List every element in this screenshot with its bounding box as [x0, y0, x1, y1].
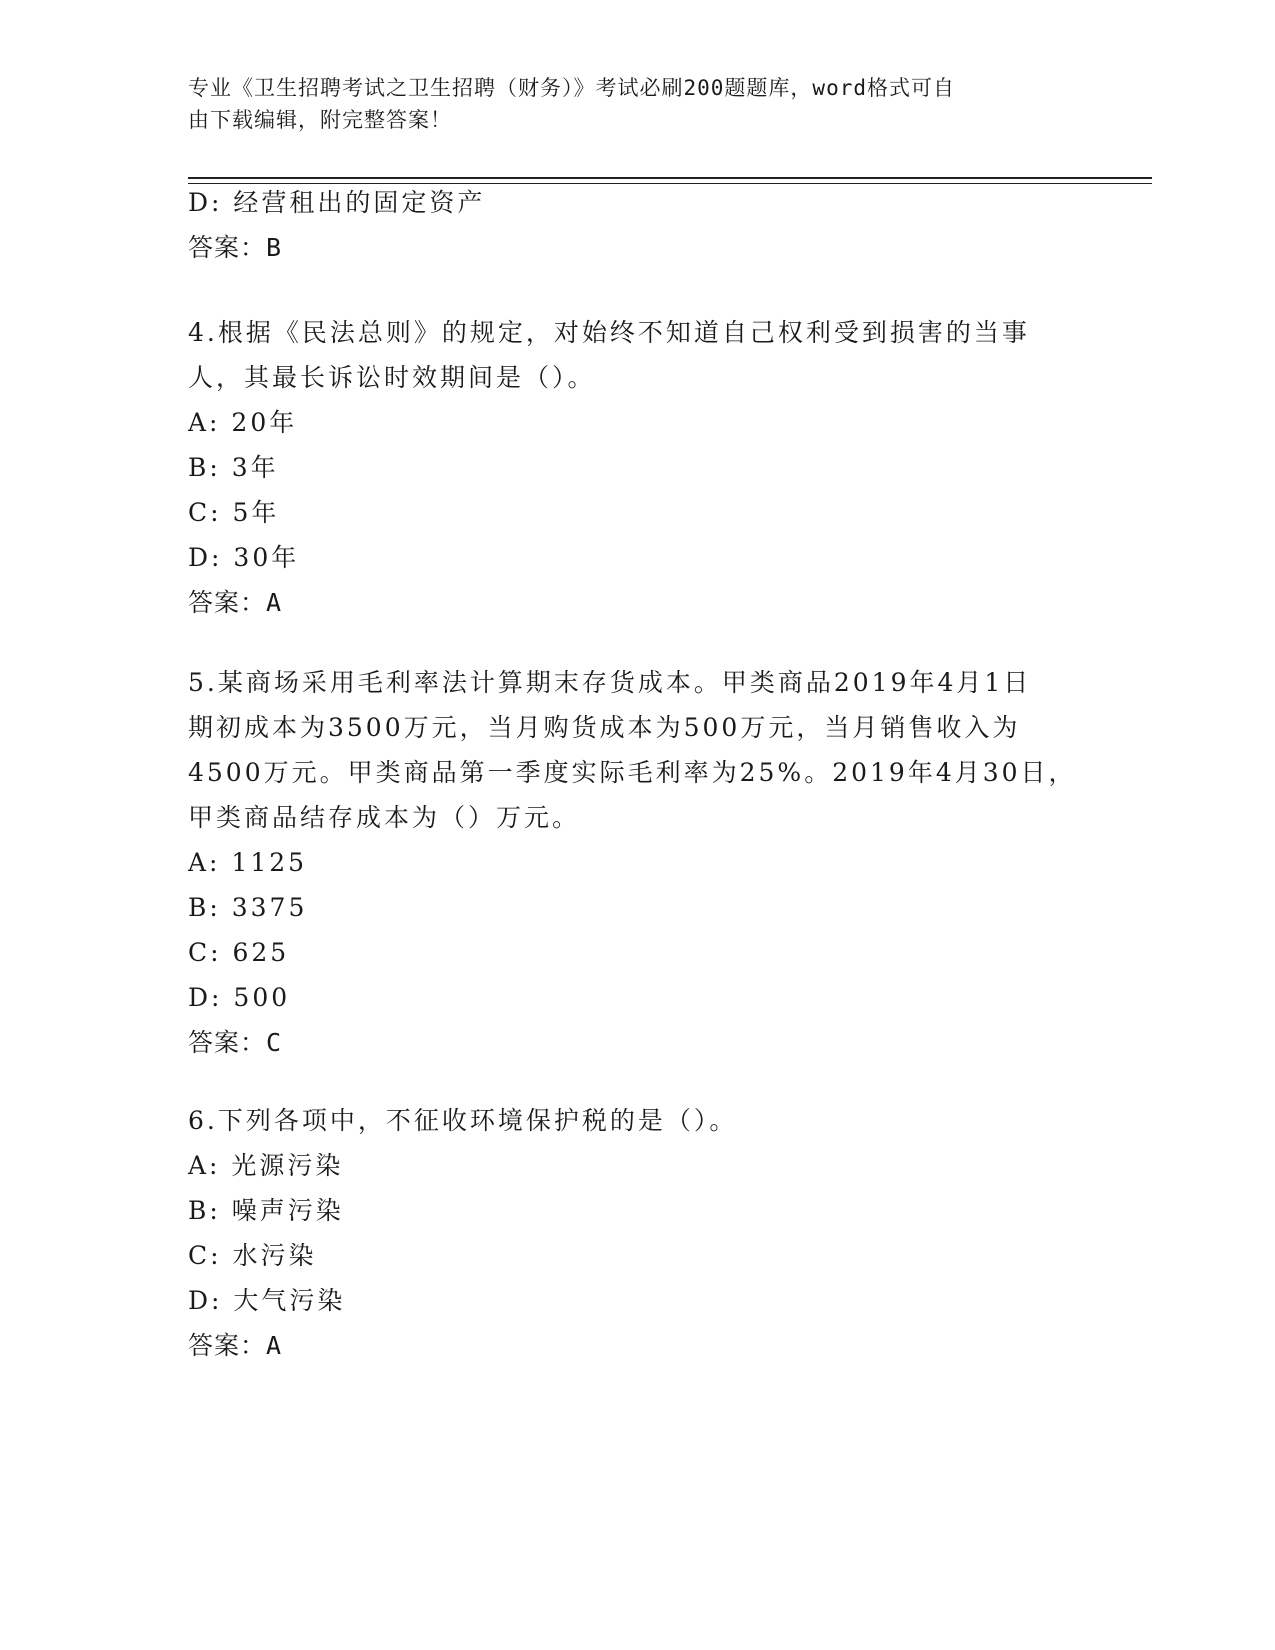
question-4: [188, 310, 1088, 625]
option-b: B: 噪声污染: [188, 1196, 344, 1225]
question-stem-line: 6.下列各项中，不征收环境保护税的是（）。: [188, 1106, 738, 1135]
question-6: [188, 1098, 1088, 1368]
prev-question: [188, 180, 1088, 270]
option-c: C: 水污染: [188, 1241, 317, 1270]
answer-line: 答案：A: [188, 1331, 283, 1360]
header-line-2: 由下载编辑，附完整答案！: [188, 108, 452, 132]
question-stem-line: 人，其最长诉讼时效期间是（）。: [188, 363, 596, 392]
question-stem-line: 期初成本为3500万元，当月购货成本为500万元，当月销售收入为: [188, 713, 1021, 742]
answer-line: 答案：B: [188, 233, 283, 262]
question-stem-line: 甲类商品结存成本为（）万元。: [188, 803, 581, 832]
question-5: [188, 660, 1088, 1065]
option-d: D: 30年: [188, 543, 300, 572]
option-a: A: 1125: [188, 848, 308, 877]
option-d: D: 500: [188, 983, 291, 1012]
question-stem-line: 4.根据《民法总则》的规定，对始终不知道自己权利受到损害的当事: [188, 318, 1030, 347]
option-c: C: 5年: [188, 498, 280, 527]
answer-line: 答案：C: [188, 1028, 283, 1057]
document-header: [188, 72, 1068, 136]
option-c: C: 625: [188, 938, 290, 967]
option-d: D: 经营租出的固定资产: [188, 188, 486, 217]
option-b: B: 3年: [188, 453, 279, 482]
answer-line: 答案：A: [188, 588, 283, 617]
question-stem-line: 4500万元。甲类商品第一季度实际毛利率为25%。2019年4月30日，: [188, 758, 1077, 787]
option-d: D: 大气污染: [188, 1286, 346, 1315]
header-line-1: 专业《卫生招聘考试之卫生招聘（财务）》考试必刷200题题库，word格式可自: [188, 76, 955, 100]
option-a: A: 光源污染: [188, 1151, 344, 1180]
option-b: B: 3375: [188, 893, 308, 922]
header-rule-thick: [188, 177, 1152, 179]
question-stem-line: 5.某商场采用毛利率法计算期末存货成本。甲类商品2019年4月1日: [188, 668, 1032, 697]
option-a: A: 20年: [188, 408, 298, 437]
